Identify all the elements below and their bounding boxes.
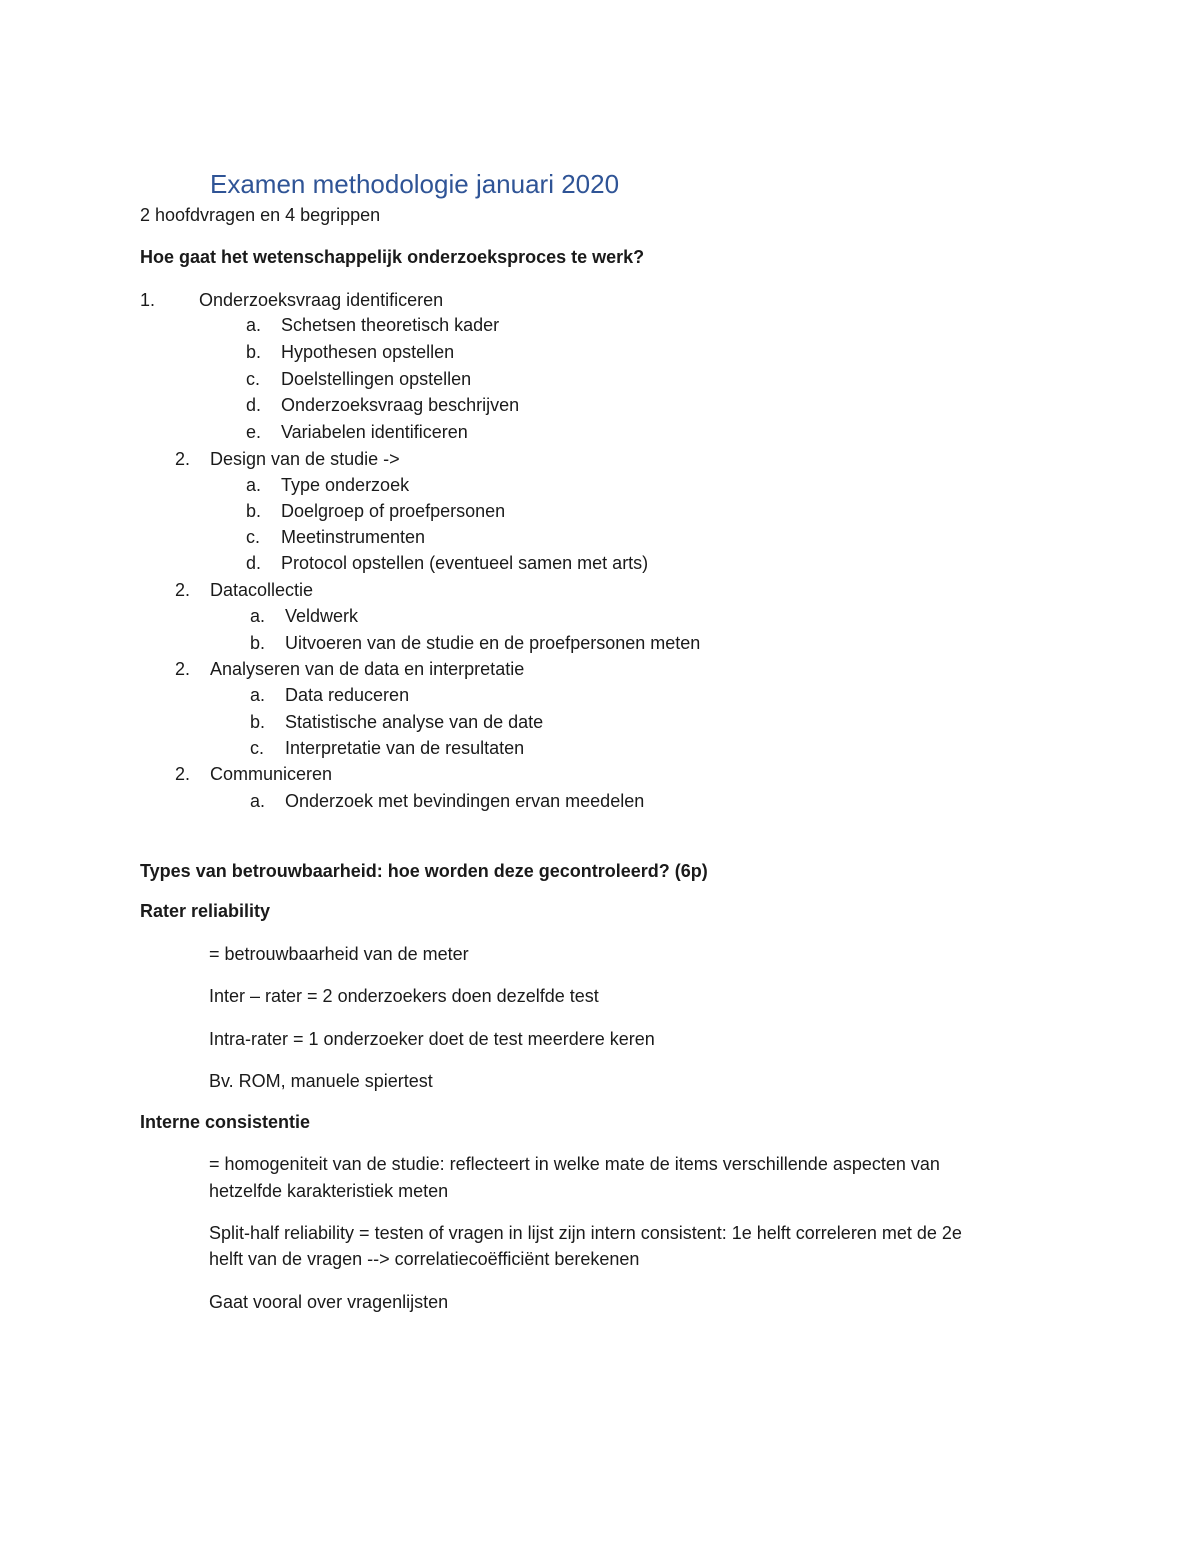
substep-text: Veldwerk (285, 606, 359, 626)
substep-letter: a. (250, 791, 266, 811)
substep-letter: a. (250, 606, 266, 626)
substep-letter: d. (246, 553, 262, 573)
substep-text: Doelstellingen opstellen (281, 369, 472, 389)
substep-text: Doelgroep of proefpersonen (281, 501, 506, 521)
internal-paragraph-line: helft van de vragen --> correlatiecoëfficiënt berekenen (209, 1249, 640, 1269)
substep-letter: a. (250, 685, 266, 705)
step-label: Onderzoeksvraag identificeren (199, 290, 444, 310)
substep-text: Onderzoeksvraag beschrijven (281, 395, 520, 415)
rater-line: Intra-rater = 1 onderzoeker doet de test meerdere keren (209, 1029, 655, 1049)
substep-text: Statistische analyse van de date (285, 712, 544, 732)
substep-text: Type onderzoek (281, 475, 410, 495)
step-number: 2. (175, 659, 191, 679)
step-label: Design van de studie -> (210, 449, 400, 469)
step-label: Communiceren (210, 764, 333, 784)
substep-letter: c. (250, 738, 265, 758)
substep-letter: e. (246, 422, 262, 442)
step-number: 2. (175, 764, 191, 784)
substep-text: Schetsen theoretisch kader (281, 315, 500, 335)
substep-letter: a. (246, 475, 262, 495)
step-label: Datacollectie (210, 580, 314, 600)
rater-line: Inter – rater = 2 onderzoekers doen dezelfde test (209, 986, 599, 1006)
substep-letter: d. (246, 395, 262, 415)
question-2-heading: Types van betrouwbaarheid: hoe worden deze gecontroleerd? (6p) (140, 861, 708, 881)
internal-paragraph-line: = homogeniteit van de studie: reflecteert in welke mate de items verschillende aspecten van (209, 1154, 940, 1174)
document-subtitle: 2 hoofdvragen en 4 begrippen (140, 205, 381, 225)
substep-text: Data reduceren (285, 685, 410, 705)
substep-letter: c. (246, 527, 261, 547)
substep-text: Interpretatie van de resultaten (285, 738, 525, 758)
internal-paragraph-line: Split-half reliability = testen of vragen in lijst zijn intern consistent: 1e helft correleren met de 2e (209, 1223, 962, 1243)
internal-consistency-heading: Interne consistentie (140, 1112, 311, 1132)
step-number: 1. (140, 290, 156, 310)
substep-text: Variabelen identificeren (281, 422, 468, 442)
step-number: 2. (175, 449, 191, 469)
substep-text: Onderzoek met bevindingen ervan meedelen (285, 791, 645, 811)
substep-letter: b. (250, 633, 266, 653)
question-1-heading: Hoe gaat het wetenschappelijk onderzoeksproces te werk? (140, 247, 645, 267)
step-number: 2. (175, 580, 191, 600)
internal-paragraph-line: Gaat vooral over vragenlijsten (209, 1292, 449, 1312)
substep-letter: b. (250, 712, 266, 732)
substep-text: Hypothesen opstellen (281, 342, 455, 362)
substep-text: Meetinstrumenten (281, 527, 426, 547)
rater-line: Bv. ROM, manuele spiertest (209, 1071, 433, 1091)
rater-reliability-heading: Rater reliability (140, 901, 271, 921)
internal-paragraph-line: hetzelfde karakteristiek meten (209, 1181, 449, 1201)
substep-letter: b. (246, 342, 262, 362)
substep-letter: c. (246, 369, 261, 389)
rater-line: = betrouwbaarheid van de meter (209, 944, 469, 964)
substep-text: Protocol opstellen (eventueel samen met arts) (281, 553, 649, 573)
substep-letter: a. (246, 315, 262, 335)
document-title: Examen methodologie januari 2020 (210, 169, 620, 199)
substep-text: Uitvoeren van de studie en de proefpersonen meten (285, 633, 701, 653)
substep-letter: b. (246, 501, 262, 521)
step-label: Analyseren van de data en interpretatie (210, 659, 525, 679)
